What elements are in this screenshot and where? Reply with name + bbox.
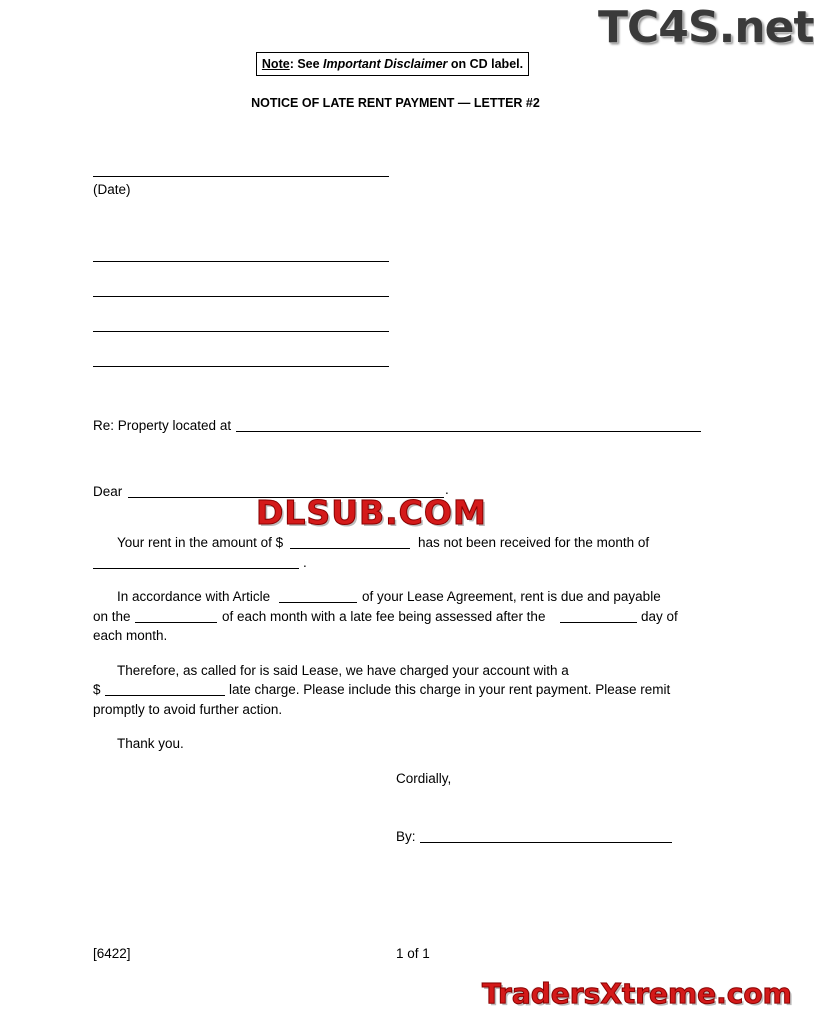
disclaimer-note: [256, 52, 529, 76]
document-title: NOTICE OF LATE RENT PAYMENT — LETTER #2: [251, 96, 540, 110]
para1-text-b: has not been received for the month of: [418, 535, 650, 550]
para2-text-e: day of: [641, 609, 678, 624]
address-line-2[interactable]: [93, 296, 389, 297]
watermark-tc4s-logo: TC4S.net: [598, 2, 814, 53]
dear-end: .: [445, 482, 449, 497]
para2-text-b: of your Lease Agreement, rent is due and payable: [362, 589, 661, 604]
note-label: Note: [261, 57, 290, 71]
para2-text-c: on the: [93, 609, 131, 624]
para3-text-b: $: [93, 682, 101, 697]
note-suffix: on CD label.: [447, 57, 524, 71]
date-label: (Date): [93, 182, 131, 197]
para2-text-a: In accordance with Article: [117, 589, 271, 604]
para3-text-c: late charge. Please include this charge in your rent payment. Please remit: [229, 682, 671, 697]
re-label: Re: Property located at: [93, 418, 232, 433]
form-id: [6422]: [93, 946, 131, 961]
thank-you-text: Thank you.: [117, 736, 184, 751]
para2-text-f: each month.: [93, 628, 168, 643]
note-prefix: : See: [289, 57, 324, 71]
para3-text-d: promptly to avoid further action.: [93, 702, 283, 717]
watermark-dlsub-logo: DLSUB.COM: [256, 493, 487, 532]
note-emphasis: Important Disclaimer: [323, 57, 448, 71]
address-line-1[interactable]: [93, 261, 389, 262]
address-line-3[interactable]: [93, 331, 389, 332]
para1-text-a: Your rent in the amount of $: [117, 535, 284, 550]
rent-amount-line[interactable]: [290, 548, 410, 549]
page-number: 1 of 1: [396, 946, 430, 961]
date-line[interactable]: [93, 176, 389, 177]
article-number-line[interactable]: [279, 602, 357, 603]
watermark-tradersxtreme-logo: TradersXtreme.com: [482, 977, 792, 1010]
closing-text: Cordially,: [396, 771, 452, 786]
para1-end: .: [303, 555, 307, 570]
late-charge-amount-line[interactable]: [105, 695, 225, 696]
late-fee-day-line[interactable]: [560, 622, 637, 623]
dear-label: Dear: [93, 484, 123, 499]
para3-text-a: Therefore, as called for is said Lease, we have charged your account with a: [117, 663, 569, 678]
signature-line[interactable]: [420, 842, 672, 843]
address-line-4[interactable]: [93, 366, 389, 367]
by-label: By:: [396, 829, 416, 844]
due-day-line[interactable]: [135, 622, 217, 623]
property-address-line[interactable]: [236, 431, 701, 432]
rent-month-line[interactable]: [93, 568, 299, 569]
para2-text-d: of each month with a late fee being assessed after the: [222, 609, 546, 624]
